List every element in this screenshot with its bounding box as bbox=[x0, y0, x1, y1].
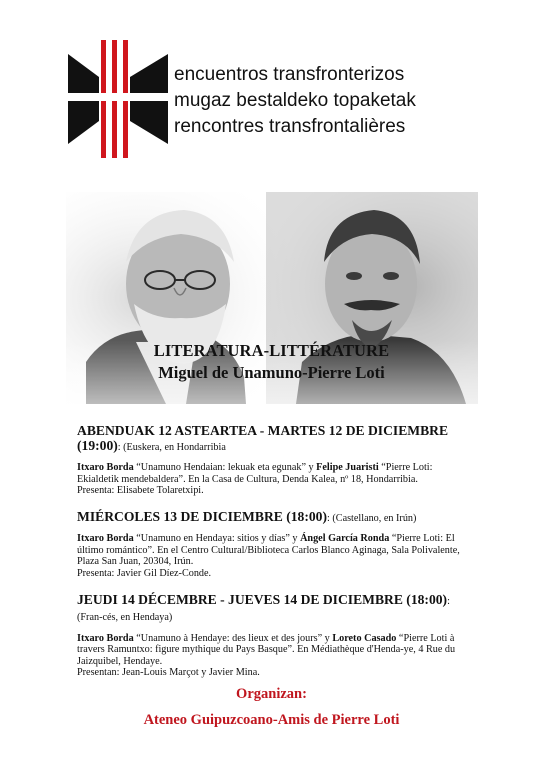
speaker-name: Felipe Juaristi bbox=[316, 462, 379, 473]
event-item bbox=[77, 593, 472, 679]
talk-text: “Unamuno Hendaian: lekuak eta egunak” y bbox=[133, 462, 317, 473]
speaker-name: Loreto Casado bbox=[332, 632, 397, 644]
tagline-eu: mugaz bestaldeko topaketak bbox=[174, 90, 416, 111]
event-description bbox=[77, 462, 472, 497]
brand-tagline bbox=[174, 62, 416, 140]
event-heading bbox=[77, 510, 472, 527]
organizers-label: Organizan: bbox=[236, 686, 307, 702]
presenter-text: Presentan: Jean-Louis Marçot y Javier Mina. bbox=[77, 667, 260, 679]
event-description bbox=[77, 533, 472, 579]
hero-title-block bbox=[0, 341, 543, 383]
speaker-name: Itxaro Borda bbox=[77, 533, 134, 545]
talk-text: “Unamuno en Hendaya: sitios y días” y bbox=[133, 533, 301, 545]
event-note: : (Fran-cés, en Hendaya) bbox=[77, 595, 450, 624]
talk-text: “Unamuno à Hendaye: des lieux et des jours” y bbox=[133, 632, 333, 644]
event-note: : (Euskera, en Hondarribia bbox=[117, 441, 226, 453]
events-list bbox=[77, 424, 472, 692]
organizers-name: Ateneo Guipuzcoano-Amis de Pierre Loti bbox=[143, 712, 400, 728]
presenter-text: Presenta: Elisabete Tolaretxipi. bbox=[77, 485, 204, 497]
event-heading bbox=[77, 424, 472, 455]
organizers-block bbox=[0, 686, 543, 729]
presenter-text: Presenta: Javier Gil Díez-Conde. bbox=[77, 568, 212, 580]
event-time: (19:00) bbox=[77, 437, 118, 453]
event-item bbox=[77, 424, 472, 497]
talk-text: “Pierre Loti à travers Ramuntxo: figure mythique du Pays Basque”. En Médiathèque d'Henda-ye, 4 Rue du Jaizquibel, Hendaye. bbox=[77, 632, 456, 667]
event-heading bbox=[77, 593, 472, 626]
speaker-name: Itxaro Borda bbox=[77, 632, 134, 644]
talk-text: “Pierre Loti: El último romántico”. En el Centro Cultural/Biblioteca Carlos Blanco Aginaga, Sala Polivalente, Plaza San Juan, 20304, Irún. bbox=[77, 533, 460, 568]
hero-subtitle: Miguel de Unamuno-Pierre Loti bbox=[158, 363, 385, 382]
talk-text: “Pierre Loti: Ekialdetik mendebaldera”. En la Casa de Cultura, Denda Kalea, nº 18, Hondarribia. bbox=[77, 462, 433, 485]
event-date: JEUDI 14 DÉCEMBRE - JUEVES 14 DE DICIEMBRE (18:00) bbox=[77, 591, 448, 607]
event-date: MIÉRCOLES 13 DE DICIEMBRE (18:00) bbox=[77, 508, 327, 524]
event-description bbox=[77, 633, 472, 679]
speaker-name: Itxaro Borda bbox=[77, 462, 134, 473]
event-date: ABENDUAK 12 ASTEARTEA - MARTES 12 DE DICIEMBRE bbox=[77, 423, 449, 438]
hero-title: LITERATURA-LITTÉRATURE bbox=[153, 341, 390, 360]
event-note: : (Castellano, en Irún) bbox=[327, 512, 417, 524]
encuentros-logo bbox=[68, 40, 168, 158]
speaker-name: Ángel García Ronda bbox=[300, 533, 390, 545]
event-item bbox=[77, 510, 472, 580]
tagline-es: encuentros transfronterizos bbox=[174, 64, 405, 85]
tagline-fr: rencontres transfrontalières bbox=[174, 116, 406, 137]
